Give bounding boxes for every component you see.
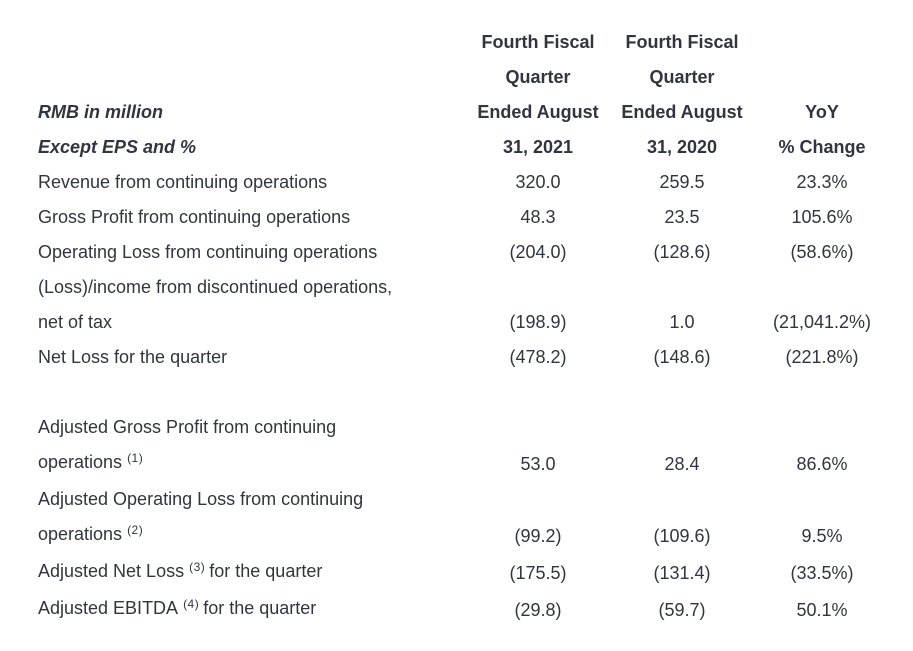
header-col1-line-2: Quarter: [505, 67, 571, 87]
value-fy2021: (478.2): [509, 347, 567, 367]
row-label-text: for the quarter: [209, 561, 323, 581]
value-fy2021: 48.3: [520, 207, 556, 227]
value-fy2020: (59.7): [658, 600, 706, 620]
header-col1-line-3: Ended August: [477, 102, 599, 122]
value-yoy: 9.5%: [801, 526, 843, 546]
header-col1-line-4: 31, 2021: [502, 137, 574, 157]
row-label: Net Loss for the quarter: [38, 347, 228, 367]
row-label-line-2: net of tax: [38, 312, 113, 332]
table-row: [38, 340, 888, 375]
row-label: Gross Profit from continuing operations: [38, 207, 351, 227]
table-row: [38, 200, 888, 235]
value-yoy: 23.3%: [796, 172, 848, 192]
row-label-text: for the quarter: [203, 598, 317, 618]
footnote-marker: (4): [183, 597, 200, 611]
header-col2-line-4: 31, 2020: [646, 137, 718, 157]
financial-results-table: [38, 25, 888, 628]
table-row: [38, 235, 888, 270]
header-label-line-1: RMB in million: [38, 102, 163, 122]
value-fy2021: 320.0: [515, 172, 561, 192]
row-label: [38, 410, 468, 482]
value-fy2020: (109.6): [653, 526, 711, 546]
value-fy2020: (131.4): [653, 563, 711, 583]
row-label: [38, 591, 468, 628]
value-yoy: 50.1%: [796, 600, 848, 620]
header-label-line-2: Except EPS and %: [38, 137, 197, 157]
row-label-text: operations: [38, 524, 123, 544]
value-fy2021: 53.0: [520, 454, 556, 474]
table-row: [38, 165, 888, 200]
header-col-fy2021: [468, 25, 608, 165]
footnote-marker: (2): [127, 523, 144, 537]
header-col3-line-1: YoY: [805, 102, 839, 122]
value-fy2020: 23.5: [664, 207, 700, 227]
row-label-text: Adjusted EBITDA: [38, 598, 179, 618]
row-label-text: Adjusted Net Loss: [38, 561, 185, 581]
value-yoy: 105.6%: [791, 207, 853, 227]
footnote-marker: (1): [127, 451, 144, 465]
value-fy2021: (198.9): [509, 312, 567, 332]
value-fy2020: 1.0: [669, 312, 695, 332]
value-fy2021: (99.2): [514, 526, 562, 546]
table-row: [38, 410, 888, 482]
row-label-text: operations: [38, 452, 123, 472]
table-row: [38, 482, 888, 554]
row-label: Operating Loss from continuing operations: [38, 242, 378, 262]
value-yoy: 86.6%: [796, 454, 848, 474]
table-header-row: [38, 25, 888, 165]
header-col2-line-2: Quarter: [649, 67, 715, 87]
value-fy2020: (148.6): [653, 347, 711, 367]
row-label-line-1: (Loss)/income from discontinued operations,: [38, 277, 393, 297]
header-col3-line-2: % Change: [778, 137, 866, 157]
table-row: [38, 591, 888, 628]
row-label: Revenue from continuing operations: [38, 172, 328, 192]
value-fy2021: (175.5): [509, 563, 567, 583]
value-yoy: (221.8%): [785, 347, 859, 367]
value-fy2020: (128.6): [653, 242, 711, 262]
table-row: [38, 270, 888, 340]
header-col2-line-3: Ended August: [621, 102, 743, 122]
row-label-line-1: Adjusted Gross Profit from continuing: [38, 417, 337, 437]
value-fy2021: (204.0): [509, 242, 567, 262]
header-row-label: [38, 25, 468, 165]
header-col2-line-1: Fourth Fiscal: [625, 32, 739, 52]
row-label: [38, 554, 468, 591]
row-label: [38, 270, 468, 340]
value-fy2020: 259.5: [659, 172, 705, 192]
table-row: [38, 554, 888, 591]
header-col-fy2020: [608, 25, 756, 165]
value-yoy: (58.6%): [790, 242, 854, 262]
value-fy2021: (29.8): [514, 600, 562, 620]
value-yoy: (21,041.2%): [772, 312, 872, 332]
row-label-line-1: Adjusted Operating Loss from continuing: [38, 489, 364, 509]
row-label: [38, 482, 468, 554]
value-fy2020: 28.4: [664, 454, 700, 474]
section-spacer-row: [38, 375, 888, 410]
row-label-line-2: [38, 517, 468, 554]
header-col-yoy: [756, 25, 888, 165]
row-label-line-2: [38, 445, 468, 482]
value-yoy: (33.5%): [790, 563, 854, 583]
footnote-marker: (3): [189, 560, 206, 574]
header-col1-line-1: Fourth Fiscal: [481, 32, 595, 52]
